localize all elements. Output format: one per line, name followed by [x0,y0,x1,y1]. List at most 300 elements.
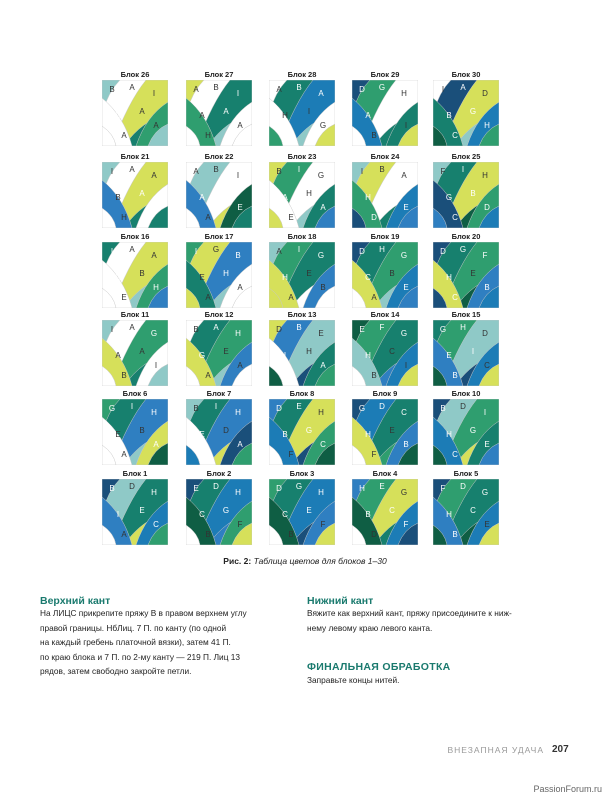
finishing-title: ФИНАЛЬНАЯ ОБРАБОТКА [307,661,451,673]
block-letter: B [235,251,241,260]
block-letter: A [389,107,395,116]
block-letter: D [223,426,229,435]
caption-label: Рис. 2: [223,556,252,566]
block-diagram [433,242,499,308]
block-letter: B [440,404,446,413]
block-letter: A [282,193,288,202]
block-letter: C [153,520,159,529]
color-block [433,310,499,386]
block-letter: A [288,293,294,302]
block-letter: I [307,107,311,116]
block-letter: E [115,430,121,439]
block-letter: A [153,440,159,449]
block-letter: H [306,189,312,198]
block-letter: G [317,171,325,180]
block-letter: E [153,203,159,212]
block-letter: I [152,89,156,98]
block-letter: A [129,83,135,92]
block-diagram [433,479,499,545]
block-letter: H [446,430,452,439]
block-letter: E [237,203,243,212]
color-block [102,310,168,386]
block-letter: I [110,247,114,256]
block-letter: A [153,121,159,130]
block-diagram [102,320,168,386]
block-letter: E [403,283,409,292]
block-letter: H [151,488,157,497]
block-letter: D [359,85,365,94]
block-label: Блок 15 [451,310,481,319]
block-diagram [186,80,252,146]
color-block [102,232,168,308]
block-letter: D [484,203,490,212]
color-block [352,70,418,146]
block-label: Блок 29 [370,70,400,79]
block-letter: H [365,430,371,439]
block-letter: H [379,245,385,254]
block-diagram [269,320,335,386]
block-letter: G [400,329,408,338]
block-letter: I [130,402,134,411]
block-letter: E [193,484,199,493]
block-diagram [352,479,418,545]
block-letter: I [283,351,287,360]
block-letter: F [440,167,446,176]
block-diagram [269,479,335,545]
block-letter: A [139,347,145,356]
color-block [352,310,418,386]
block-letter: F [440,484,446,493]
caption-text: Таблица цветов для блоков 1–30 [253,556,387,566]
block-letter: E [199,430,205,439]
block-letter: H [446,273,452,282]
block-letter: I [236,171,240,180]
block-letter: B [452,530,458,539]
block-letter: H [460,323,466,332]
block-letter: D [276,484,282,493]
block-letter: G [459,245,467,254]
block-letter: D [371,213,377,222]
block-letter: A [129,245,135,254]
block-diagram [352,399,418,465]
block-diagram [186,320,252,386]
block-diagram [102,399,168,465]
color-block [269,310,335,386]
block-letter: I [110,167,114,176]
block-letter: A [129,165,135,174]
block-letter: B [365,510,371,519]
color-block [186,469,252,545]
block-letter: A [205,371,211,380]
block-letter: A [288,131,294,140]
block-letter: D [440,247,446,256]
block-letter: A [318,89,324,98]
block-label: Блок 24 [370,152,400,161]
block-letter: G [378,83,386,92]
block-letter: B [446,111,452,120]
block-letter: E [296,402,302,411]
block-letter: A [237,440,243,449]
color-block [102,469,168,545]
block-label: Блок 3 [289,469,315,478]
block-letter: E [446,351,452,360]
block-label: Блок 25 [451,152,481,161]
block-letter: A [460,83,466,92]
color-block [352,469,418,545]
block-letter: C [452,450,458,459]
block-letter: A [121,450,127,459]
block-letter: E [288,213,294,222]
block-letter: A [320,361,326,370]
block-label: Блок 20 [451,232,481,241]
block-letter: H [446,510,452,519]
block-letter: H [359,484,365,493]
block-letter: H [401,89,407,98]
block-letter: D [460,482,466,491]
block-label: Блок 27 [204,70,234,79]
block-label: Блок 23 [287,152,317,161]
block-label: Блок 6 [122,389,148,398]
block-letter: H [153,283,159,292]
block-letter: B [403,440,409,449]
block-diagram [186,399,252,465]
block-letter: H [318,488,324,497]
block-letter: B [213,165,219,174]
block-letter: I [214,402,218,411]
block-letter: H [365,351,371,360]
block-letter: A [151,251,157,260]
block-label: Блок 18 [287,232,317,241]
block-letter: G [317,251,325,260]
block-letter: E [318,329,324,338]
block-letter: E [379,482,385,491]
block-letter: H [151,408,157,417]
block-diagram [433,162,499,228]
block-letter: E [306,269,312,278]
block-label: Блок 22 [204,152,234,161]
block-letter: A [205,293,211,302]
color-block [352,152,418,228]
block-letter: D [371,530,377,539]
block-label: Блок 17 [204,232,234,241]
block-letter: H [318,408,324,417]
block-label: Блок 4 [372,469,398,478]
block-letter: B [276,167,282,176]
block-letter: F [320,520,326,529]
block-letter: E [484,440,490,449]
block-label: Блок 2 [206,469,232,478]
block-diagram [269,80,335,146]
block-letter: C [452,131,458,140]
block-letter: F [223,189,229,198]
block-diagram [352,242,418,308]
block-letter: G [358,404,366,413]
color-block [186,310,252,386]
block-letter: A [205,213,211,222]
block-letter: H [484,121,490,130]
color-block [433,152,499,228]
block-letter: D [482,89,488,98]
block-diagram [186,162,252,228]
block-letter: E [139,506,145,515]
color-block [433,70,499,146]
block-letter: H [235,488,241,497]
block-diagram [186,242,252,308]
block-letter: C [452,213,458,222]
block-label: Блок 21 [120,152,150,161]
block-letter: G [439,325,447,334]
block-label: Блок 14 [370,310,400,319]
block-letter: E [484,520,490,529]
block-letter: A [193,85,199,94]
block-label: Блок 26 [120,70,150,79]
block-label: Блок 30 [451,70,481,79]
block-diagram [102,162,168,228]
block-letter: I [116,510,120,519]
block-letter: G [150,329,158,338]
block-letter: F [482,251,488,260]
block-letter: E [223,347,229,356]
block-letter: I [297,245,301,254]
block-letter: A [223,107,229,116]
block-letter: B [379,165,385,174]
block-letter: I [360,167,364,176]
block-letter: A [237,121,243,130]
block-letter: B [296,323,302,332]
block-letter: B [371,371,377,380]
block-label: Блок 16 [120,232,150,241]
block-letter: F [403,520,409,529]
block-letter: E [359,325,365,334]
block-diagram [352,162,418,228]
block-letter: E [403,203,409,212]
block-letter: B [470,189,476,198]
block-letter: E [389,426,395,435]
block-letter: B [205,530,211,539]
block-letter: E [199,273,205,282]
block-diagram [102,242,168,308]
block-letter: I [483,408,487,417]
block-letter: A [129,323,135,332]
bottom-edging-title: Нижний кант [307,595,374,607]
bottom-edging-text: Вяжите как верхний кант, пряжу присоедините к ниж- нему левому краю левого канта. [307,608,512,633]
block-letter: B [139,269,145,278]
block-letter: C [484,361,490,370]
block-letter: H [121,213,127,222]
block-letter: B [371,131,377,140]
block-letter: C [199,510,205,519]
block-letter: A [401,171,407,180]
block-letter: B [282,430,288,439]
block-letter: F [237,520,243,529]
color-block [186,389,252,465]
block-letter: D [359,247,365,256]
block-letter: A [121,131,127,140]
block-diagram [186,479,252,545]
block-letter: D [460,402,466,411]
block-letter: H [282,111,288,120]
block-label: Блок 8 [289,389,315,398]
block-label: Блок 11 [120,310,150,319]
block-letter: B [109,85,115,94]
block-letter: G [198,351,206,360]
block-letter: B [389,269,395,278]
block-letter: D [129,482,135,491]
block-letter: I [236,89,240,98]
block-letter: B [139,426,145,435]
block-letter: G [287,371,295,380]
block-letter: C [452,293,458,302]
block-letter: H [365,193,371,202]
block-label: Блок 19 [370,232,400,241]
block-label: Блок 7 [206,389,232,398]
color-block [269,152,335,228]
color-block [269,70,335,146]
block-letter: A [139,107,145,116]
block-letter: A [139,189,145,198]
block-letter: B [213,83,219,92]
block-letter: D [276,325,282,334]
block-letter: G [400,488,408,497]
color-block [433,232,499,308]
block-diagram [433,399,499,465]
block-letter: A [365,111,371,120]
block-letter: G [388,189,396,198]
block-letter: A [199,193,205,202]
top-edging-text: На ЛИЦС прикрепите пряжу B в правом верхнем углу правой границы. НбЛиц. 7 П. по канту (по одной на каждый гребень платочной вязки), затем 41 П. по краю блока и 7 П. по 2-му канту — 219 П. Лиц 13 рядов, затем свободно закройте петли. [40,608,247,676]
block-label: Блок 1 [122,469,148,478]
color-block [186,152,252,228]
block-label: Блок 10 [451,389,481,398]
block-letter: B [121,371,127,380]
block-letter: H [482,171,488,180]
block-letter: A [115,351,121,360]
block-label: Блок 5 [453,469,479,478]
color-block [102,152,168,228]
block-letter: B [109,484,115,493]
block-letter: I [297,165,301,174]
block-letter: G [114,273,122,282]
color-block [352,232,418,308]
block-letter: A [371,293,377,302]
top-edging-title: Верхний кант [40,595,111,607]
block-letter: C [365,273,371,282]
block-letter: D [482,329,488,338]
block-letter: D [276,404,282,413]
color-block [102,389,168,465]
block-letter: A [320,203,326,212]
block-letter: G [481,488,489,497]
block-letter: G [469,107,477,116]
block-letter: I [471,347,475,356]
color-block [102,70,168,146]
block-letter: E [470,269,476,278]
block-letter: B [296,83,302,92]
block-letter: I [194,247,198,256]
block-letter: C [389,506,395,515]
watermark: PassionForum.ru [533,784,602,794]
block-letter: G [469,426,477,435]
block-letter: A [237,361,243,370]
block-letter: C [470,506,476,515]
block-diagram [102,80,168,146]
color-block [269,232,335,308]
block-letter: B [484,283,490,292]
block-letter: F [371,450,377,459]
block-letter: H [235,408,241,417]
block-letter: G [108,404,116,413]
block-label: Блок 28 [287,70,317,79]
block-diagram [102,479,168,545]
block-letter: A [121,530,127,539]
block-letter: H [223,269,229,278]
block-letter: B [288,530,294,539]
block-letter: B [193,404,199,413]
block-letter: I [404,121,408,130]
block-letter: I [110,325,114,334]
block-letter: G [114,111,122,120]
block-letter: C [401,408,407,417]
block-letter: H [205,131,211,140]
block-label: Блок 13 [287,310,317,319]
block-letter: A [213,323,219,332]
block-letter: G [445,193,453,202]
block-letter: B [452,371,458,380]
block-letter: A [151,171,157,180]
block-letter: G [295,482,303,491]
block-letter: G [319,121,327,130]
block-diagram [352,80,418,146]
block-letter: H [306,347,312,356]
block-diagram [269,162,335,228]
block-letter: I [461,165,465,174]
block-letter: E [306,506,312,515]
block-letter: E [121,293,127,302]
block-letter: H [282,273,288,282]
page-number: 207 [552,744,569,755]
block-letter: B [193,325,199,334]
block-label: Блок 9 [372,389,398,398]
block-letter: C [282,510,288,519]
block-diagram [433,320,499,386]
block-letter: B [320,283,326,292]
block-diagram [352,320,418,386]
color-block [352,389,418,465]
color-block [269,389,335,465]
block-letter: A [276,247,282,256]
block-letter: I [154,361,158,370]
color-block [186,70,252,146]
color-block [433,469,499,545]
block-letter: A [276,85,282,94]
block-letter: I [404,361,408,370]
running-footer: ВНЕЗАПНАЯ УДАЧА [447,745,544,755]
block-letter: B [115,193,121,202]
block-letter: A [237,283,243,292]
block-letter: C [389,347,395,356]
color-block [186,232,252,308]
block-letter: G [305,426,313,435]
block-diagram [433,80,499,146]
block-letter: G [400,251,408,260]
block-diagram [269,242,335,308]
figure-caption [0,556,610,566]
finishing-text: Заправьте концы нитей. [307,675,400,685]
block-letter: F [288,450,294,459]
block-label: Блок 12 [204,310,234,319]
block-diagram [269,399,335,465]
block-letter: H [235,329,241,338]
